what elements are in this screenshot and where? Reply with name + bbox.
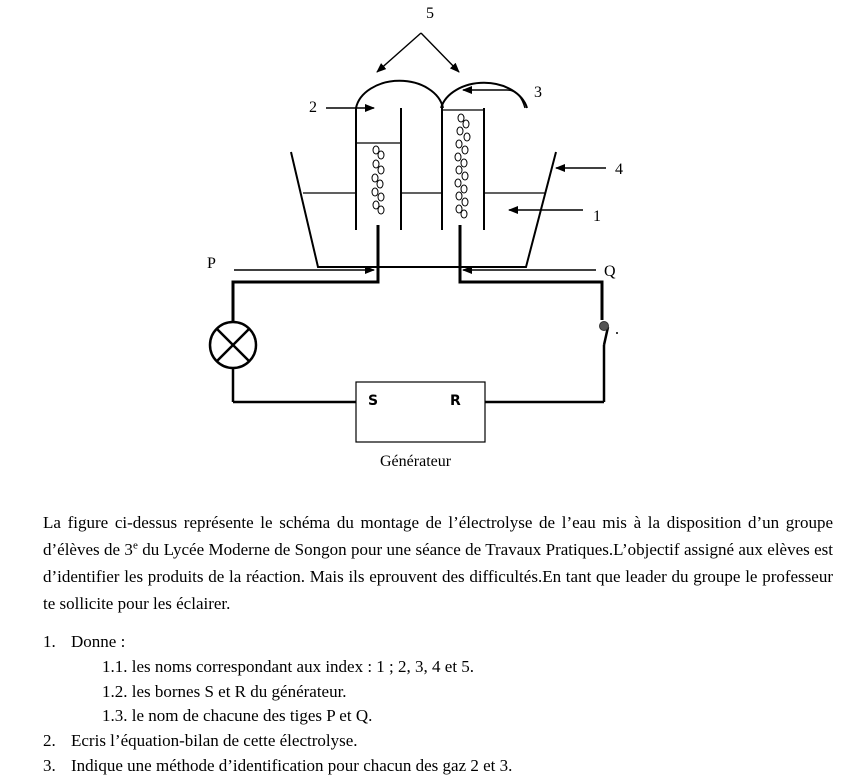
electrodes xyxy=(233,225,602,322)
tube-domes xyxy=(356,81,527,108)
rod-q-label: Q xyxy=(604,263,616,280)
question-text: Donne : xyxy=(71,632,126,651)
question-number: 1. xyxy=(43,632,56,651)
generator-label: Générateur xyxy=(380,453,452,470)
terminal-r-label: R xyxy=(450,393,461,409)
intro-text-part2: du Lycée Moderne de Songon pour une séance de Travaux Pratiques.L’objectif assigné aux elèves est d’identifier les produits de la réaction. Mais ils eprouvent des difficultés.En tant que leader du groupe le professeur te sollicite pour les éclairer. xyxy=(43,540,834,613)
gas-bubbles-right xyxy=(455,114,470,218)
question-3 xyxy=(43,754,833,779)
index-5-label: 5 xyxy=(426,5,434,22)
terminal-s-label: S xyxy=(368,393,379,409)
question-1-1 xyxy=(43,655,833,680)
index-1-label: 1 xyxy=(593,208,601,225)
question-text: 1.2. les bornes S et R du générateur. xyxy=(102,681,347,701)
question-text: Indique une méthode d’identification pour chacun des gaz 2 et 3. xyxy=(71,755,513,775)
index-3-label: 3 xyxy=(534,84,542,101)
switch-icon xyxy=(600,322,619,346)
question-1-2 xyxy=(43,680,833,705)
grade-superscript: e xyxy=(132,539,138,552)
index-2-label: 2 xyxy=(309,99,317,116)
question-list xyxy=(43,630,833,779)
lamp-icon xyxy=(210,322,256,368)
generator-box xyxy=(356,382,485,442)
intro-text-part1: La figure ci-dessus représente le schéma du montage de l’électrolyse de l’eau mis à la disposition d’un groupe d’élèves de 3 xyxy=(43,513,833,559)
question-number: 2. xyxy=(43,731,56,751)
question-2 xyxy=(43,729,833,754)
question-number: 3. xyxy=(43,755,56,775)
rod-p-label: P xyxy=(207,255,216,272)
question-text: Ecris l’équation-bilan de cette électrolyse. xyxy=(71,731,358,751)
intro-paragraph xyxy=(43,509,833,617)
gas-bubbles-left xyxy=(372,146,384,214)
index-arrows xyxy=(234,33,606,270)
question-text: 1.3. le nom de chacune des tiges P et Q. xyxy=(102,706,373,726)
question-1 xyxy=(43,630,833,655)
question-1-3 xyxy=(43,704,833,729)
index-4-label: 4 xyxy=(615,161,623,178)
question-text: 1.1. les noms correspondant aux index : 1 ; 2, 3, 4 et 5. xyxy=(102,656,475,676)
